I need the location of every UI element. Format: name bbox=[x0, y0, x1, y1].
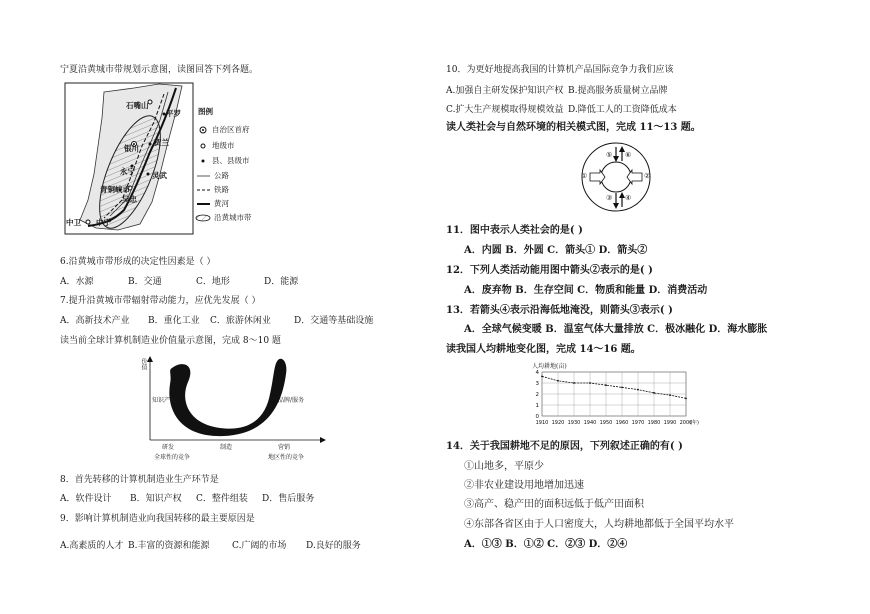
land-chart-x-tick: 1940 bbox=[583, 420, 597, 426]
q11-options: A．内圆 B．外圆 C．箭头① D．箭头② bbox=[464, 245, 648, 256]
land-chart-point bbox=[685, 398, 687, 400]
land-chart-y-tick: 1 bbox=[535, 403, 539, 409]
question-7: 7.提升沿黄城市带辐射带动能力，应优先发展（ ） bbox=[60, 296, 261, 306]
smile-x-sub-left: 全球性的竞争 bbox=[154, 454, 191, 461]
q7-option-d: D．交通等基础设施 bbox=[294, 316, 374, 326]
land-chart-point bbox=[653, 392, 655, 394]
read-env-diagram: 读人类社会与自然环境的相关模式图，完成 11～13 题。 bbox=[446, 122, 701, 133]
cycle-label-3: ③ bbox=[606, 194, 613, 202]
q10-option-a: A.加强自主研发保护知识产权 bbox=[446, 86, 564, 96]
land-chart-series-line bbox=[542, 376, 686, 398]
cycle-label-5: ⑤ bbox=[606, 151, 613, 159]
land-chart-point bbox=[621, 387, 623, 389]
map-place-pingluo: 平罗 bbox=[166, 109, 181, 118]
arrow-1 bbox=[590, 170, 605, 184]
question-12: 12．下列人类活动能用图中箭头②表示的是( ) bbox=[446, 265, 653, 276]
land-chart-x-tick: 1980 bbox=[647, 420, 661, 426]
smile-left-top: 知识产权 bbox=[152, 397, 177, 404]
arable-land-chart bbox=[528, 360, 714, 432]
question-6: 6.沿黄城市带形成的决定性因素是（ ） bbox=[60, 257, 216, 267]
map-legend-river: 黄河 bbox=[214, 199, 229, 208]
land-chart-x-unit: (年) bbox=[690, 420, 699, 426]
q10-option-d: D.降低工人的工资降低成本 bbox=[568, 105, 677, 115]
land-chart-y-tick: 0 bbox=[535, 414, 539, 420]
smile-x-tick-rd: 研发 bbox=[162, 444, 175, 451]
land-chart-y-tick: 2 bbox=[535, 392, 539, 398]
land-chart-point bbox=[541, 376, 543, 378]
map-place-zhongwei: 中卫 bbox=[66, 218, 81, 227]
question-11: 11．图中表示人类社会的是( ) bbox=[446, 225, 583, 236]
land-chart-point bbox=[573, 382, 575, 384]
map-legend-railway: 铁路 bbox=[214, 185, 229, 194]
smile-y-label: 价值 bbox=[140, 358, 147, 370]
land-chart-y-tick: 4 bbox=[535, 370, 539, 376]
q8-option-b: B．知识产权 bbox=[130, 494, 182, 504]
q8-option-a: A．软件设计 bbox=[60, 494, 112, 504]
smile-x-sub-right: 地区性的竞争 bbox=[268, 454, 305, 461]
q7-option-b: B．重化工业 bbox=[148, 316, 200, 326]
q6-option-d: D．能源 bbox=[264, 277, 299, 287]
map-place-zhongning: 中宁 bbox=[96, 218, 111, 227]
q10-option-b: B.提高服务质量树立品牌 bbox=[568, 86, 668, 96]
q8-option-c: C．整件组装 bbox=[196, 494, 248, 504]
map-place-yinchuan: 银川 bbox=[124, 144, 139, 153]
question-13: 13．若箭头④表示沿海低地淹没，则箭头③表示( ) bbox=[446, 305, 673, 316]
q14-item-2: ②非农业建设用地增加迅速 bbox=[464, 480, 584, 491]
q14-options: A．①③ B．①② C．②③ D．②④ bbox=[464, 539, 628, 550]
map-legend-county: 县、县级市 bbox=[212, 156, 250, 165]
land-chart-ylabel: 人均耕地(亩) bbox=[532, 363, 567, 370]
q6-option-a: A．水源 bbox=[60, 277, 94, 287]
q8-option-d: D．售后服务 bbox=[262, 494, 315, 504]
map-legend-title: 图例 bbox=[198, 107, 213, 116]
smile-curve bbox=[169, 359, 286, 436]
land-chart-x-tick: 1960 bbox=[615, 420, 629, 426]
land-chart-x-tick: 2000 bbox=[679, 420, 693, 426]
q9-option-d: D.良好的服务 bbox=[306, 541, 361, 551]
intro-map: 宁夏沿黄城市带规划示意图，读图回答下列各题。 bbox=[60, 65, 259, 75]
arrow-2 bbox=[627, 170, 642, 184]
land-chart-point bbox=[557, 380, 559, 382]
land-chart-point bbox=[669, 394, 671, 396]
map-place-shizuishan: 石嘴山 bbox=[126, 101, 149, 110]
q6-option-b: B．交通 bbox=[128, 277, 162, 287]
question-8: 8．首先转移的计算机制造业生产环节是 bbox=[60, 475, 219, 485]
question-10: 10．为更好地提高我国的计算机产品国际竞争力我们应该 bbox=[446, 65, 674, 75]
land-chart-point bbox=[589, 382, 591, 384]
smile-x-tick-mfg: 制造 bbox=[220, 444, 233, 451]
q13-options: A．全球气候变暖 B．温室气体大量排放 C．极冰融化 D．海水膨胀 bbox=[464, 324, 768, 335]
land-chart-point bbox=[605, 384, 607, 386]
read-smile-chart: 读当前全球计算机制造业价值量示意图，完成 8～10 题 bbox=[60, 336, 281, 346]
q7-option-c: C．旅游休闲业 bbox=[210, 316, 271, 326]
smile-curve-figure bbox=[136, 354, 336, 468]
inner-circle bbox=[601, 162, 631, 192]
land-chart-x-tick: 1950 bbox=[599, 420, 613, 426]
q12-options: A．废弃物 B．生存空间 C．物质和能量 D．消费活动 bbox=[464, 285, 708, 296]
land-chart-x-tick: 1970 bbox=[631, 420, 645, 426]
map-place-qingtongxia: 青铜峡市 bbox=[100, 185, 130, 194]
map-place-yongning: 永宁 bbox=[120, 167, 135, 176]
q14-item-3: ③高产、稳产田的面积远低于低产田面积 bbox=[464, 499, 644, 510]
land-chart-x-tick: 1990 bbox=[663, 420, 677, 426]
q6-option-c: C．地形 bbox=[196, 277, 230, 287]
smile-x-tick-mkt: 营销 bbox=[278, 444, 291, 451]
land-chart-x-tick: 1930 bbox=[567, 420, 581, 426]
cycle-label-6: ⑥ bbox=[625, 151, 632, 159]
q9-option-a: A.高素质的人才 bbox=[60, 541, 124, 551]
map-legend-highway: 公路 bbox=[214, 171, 229, 180]
read-land-chart: 读我国人均耕地变化图，完成 14～16 题。 bbox=[446, 344, 641, 355]
env-cycle-figure bbox=[576, 141, 656, 213]
map-place-lingwu: 灵武 bbox=[152, 171, 167, 180]
land-chart-x-tick: 1910 bbox=[535, 420, 549, 426]
q14-item-1: ①山地多，平原少 bbox=[464, 461, 544, 472]
map-place-wuzhong: 吴忠 bbox=[122, 195, 137, 204]
map-place-helan: 贺兰 bbox=[154, 138, 169, 147]
map-legend-capital: 自治区首府 bbox=[212, 125, 250, 134]
q9-option-c: C.广阔的市场 bbox=[232, 541, 287, 551]
ningxia-map-figure bbox=[64, 82, 264, 236]
cycle-label-2: ② bbox=[644, 172, 651, 180]
smile-right-top: 品牌/服务 bbox=[278, 397, 305, 404]
land-chart-svg bbox=[528, 360, 714, 432]
map-legend-prefecture: 地级市 bbox=[212, 141, 235, 150]
q9-option-b: B.丰富的资源和能源 bbox=[128, 541, 210, 551]
map-legend-belt: 沿黄城市带 bbox=[214, 213, 252, 222]
land-chart-x-tick: 1920 bbox=[551, 420, 565, 426]
q7-option-a: A．高新技术产业 bbox=[60, 316, 130, 326]
q10-option-c: C.扩大生产规模取得规模效益 bbox=[446, 105, 564, 115]
question-9: 9．影响计算机制造业向我国转移的最主要原因是 bbox=[60, 514, 255, 524]
question-14: 14．关于我国耕地不足的原因，下列叙述正确的有( ) bbox=[446, 441, 683, 452]
land-chart-y-tick: 3 bbox=[535, 381, 539, 387]
cycle-label-1: ① bbox=[581, 172, 588, 180]
land-chart-point bbox=[637, 389, 639, 391]
cycle-label-4: ④ bbox=[625, 194, 632, 202]
q14-item-4: ④东部各省区由于人口密度大，人均耕地都低于全国平均水平 bbox=[464, 519, 734, 530]
